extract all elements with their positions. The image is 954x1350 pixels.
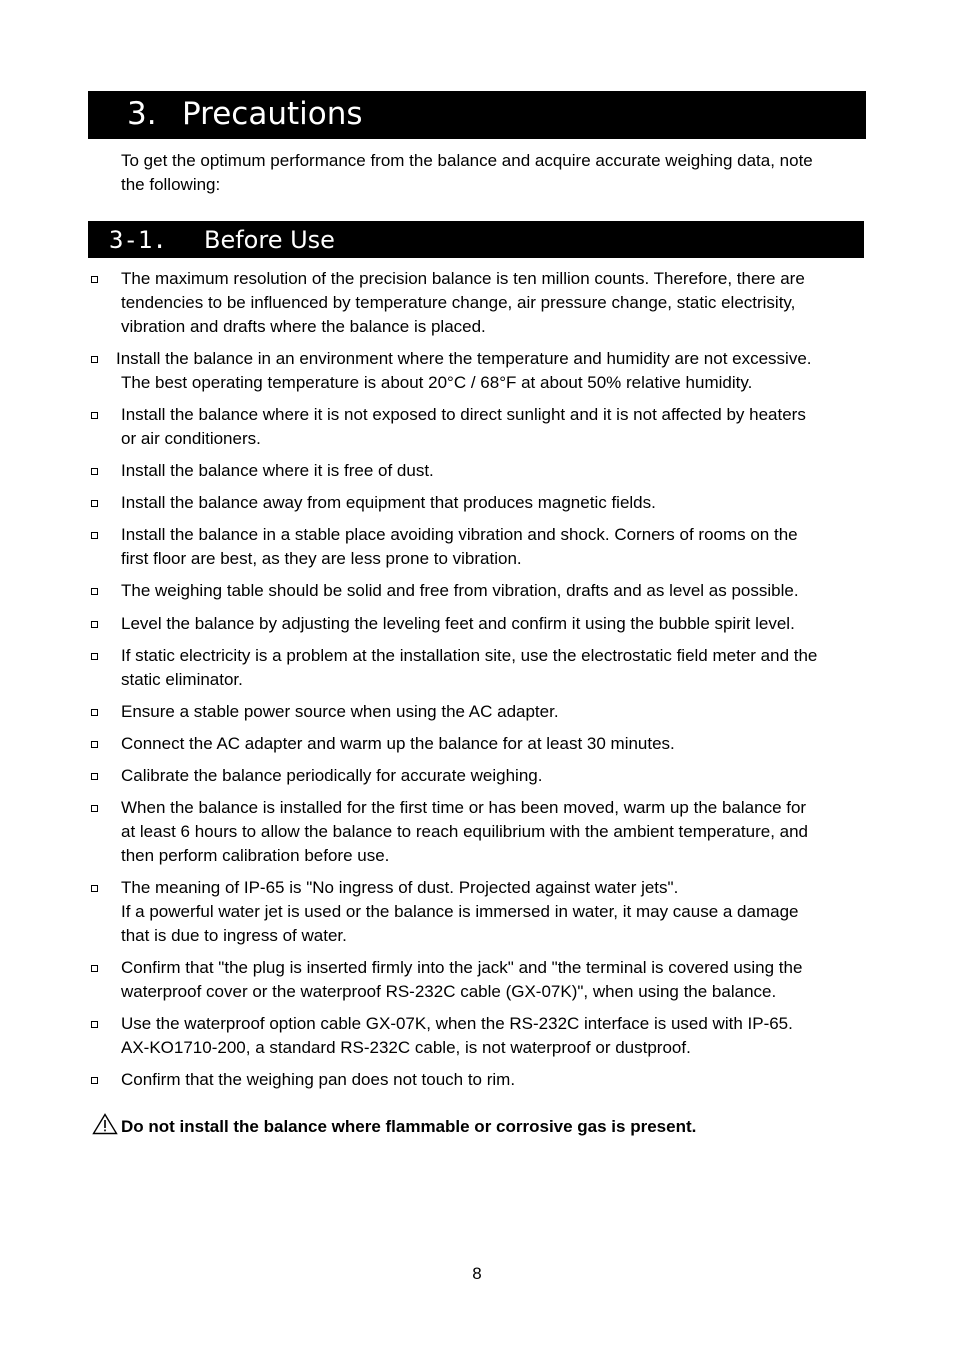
list-item-text [116,347,864,395]
square-bullet-icon [91,1077,98,1084]
square-bullet-icon [91,773,98,780]
list-item-line: static eliminator. [121,670,243,689]
list-item-text [121,403,864,451]
list-item-line: Use the waterproof option cable GX-07K, when the RS-232C interface is used with IP-65. [121,1014,793,1033]
list-item-line: When the balance is installed for the first time or has been moved, warm up the balance for [121,798,807,817]
list-item-text [121,700,864,724]
square-bullet-icon [91,532,98,539]
square-bullet-icon [91,741,98,748]
warning-text: Do not install the balance where flammable or corrosive gas is present. [121,1117,697,1136]
subsection-heading-bar [88,221,864,258]
square-bullet-icon [91,1021,98,1028]
list-item-line: If static electricity is a problem at the installation site, use the electrostatic field meter and the [121,646,818,665]
list-item-line: Level the balance by adjusting the leveling feet and confirm it using the bubble spirit level. [121,614,795,633]
list-item-text [121,491,864,515]
section-title: Precautions [182,96,363,132]
list-item-text [121,612,864,636]
square-bullet-icon [91,709,98,716]
list-item-line: Confirm that the weighing pan does not touch to rim. [121,1070,516,1089]
list-item-line: Ensure a stable power source when using the AC adapter. [121,702,559,721]
section-heading-bar [88,91,866,139]
warning-note [92,1113,872,1139]
list-item-text [121,644,864,692]
warning-triangle-icon [92,1113,118,1135]
list-item-line: tendencies to be influenced by temperature change, air pressure change, static electrisity, [121,293,796,312]
list-item-line: Install the balance where it is free of dust. [121,461,434,480]
list-item-text [121,523,864,571]
list-item-line: Install the balance away from equipment that produces magnetic fields. [121,493,656,512]
square-bullet-icon [91,588,98,595]
page-number: 8 [472,1264,482,1283]
intro-line: the following: [121,175,221,194]
list-item-text [121,1012,864,1060]
list-item-line: Install the balance in a stable place avoiding vibration and shock. Corners of rooms on the [121,525,798,544]
square-bullet-icon [91,621,98,628]
square-bullet-icon [91,885,98,892]
list-item-line: waterproof cover or the waterproof RS-232C cable (GX-07K)", when using the balance. [121,982,777,1001]
list-item-line: Calibrate the balance periodically for accurate weighing. [121,766,543,785]
list-item-line: first floor are best, as they are less prone to vibration. [121,549,522,568]
list-item-line: at least 6 hours to allow the balance to reach equilibrium with the ambient temperature, and [121,822,809,841]
subsection-number: 3-1. [109,226,167,254]
square-bullet-icon [91,276,98,283]
list-item-line: The maximum resolution of the precision balance is ten million counts. Therefore, there are [121,269,805,288]
list-item-line: Connect the AC adapter and warm up the balance for at least 30 minutes. [121,734,675,753]
list-item-text [121,1068,864,1092]
intro-paragraph [121,149,864,197]
list-item-text [121,459,864,483]
list-item-text [121,579,864,603]
list-item-text [121,956,864,1004]
list-item-text [121,267,864,339]
list-item-line: then perform calibration before use. [121,846,390,865]
list-item-text [121,796,864,868]
list-item-line: The best operating temperature is about 20°C / 68°F at about 50% relative humidity. [121,373,753,392]
list-item-line: that is due to ingress of water. [121,926,347,945]
square-bullet-icon [91,805,98,812]
list-item-line: Confirm that "the plug is inserted firmly into the jack" and "the terminal is covered using the [121,958,803,977]
square-bullet-icon [91,412,98,419]
list-item-line: The meaning of IP-65 is "No ingress of dust. Projected against water jets". [121,878,679,897]
list-item-line: Install the balance in an environment where the temperature and humidity are not excessive. [116,349,812,368]
list-item-line: If a powerful water jet is used or the balance is immersed in water, it may cause a damage [121,902,799,921]
square-bullet-icon [91,468,98,475]
list-item-line: The weighing table should be solid and free from vibration, drafts and as level as possible. [121,581,799,600]
square-bullet-icon [91,500,98,507]
list-item-text [121,876,864,948]
intro-line: To get the optimum performance from the balance and acquire accurate weighing data, note [121,151,813,170]
list-item-line: Install the balance where it is not exposed to direct sunlight and it is not affected by heaters [121,405,806,424]
square-bullet-icon [91,653,98,660]
square-bullet-icon [91,965,98,972]
list-item-text [121,732,864,756]
list-item-text [121,764,864,788]
list-item-line: vibration and drafts where the balance is placed. [121,317,486,336]
section-number: 3. [127,96,157,132]
subsection-title: Before Use [204,226,335,254]
list-item-line: or air conditioners. [121,429,261,448]
square-bullet-icon [91,356,98,363]
list-item-line: AX-KO1710-200, a standard RS-232C cable, is not waterproof or dustproof. [121,1038,691,1057]
